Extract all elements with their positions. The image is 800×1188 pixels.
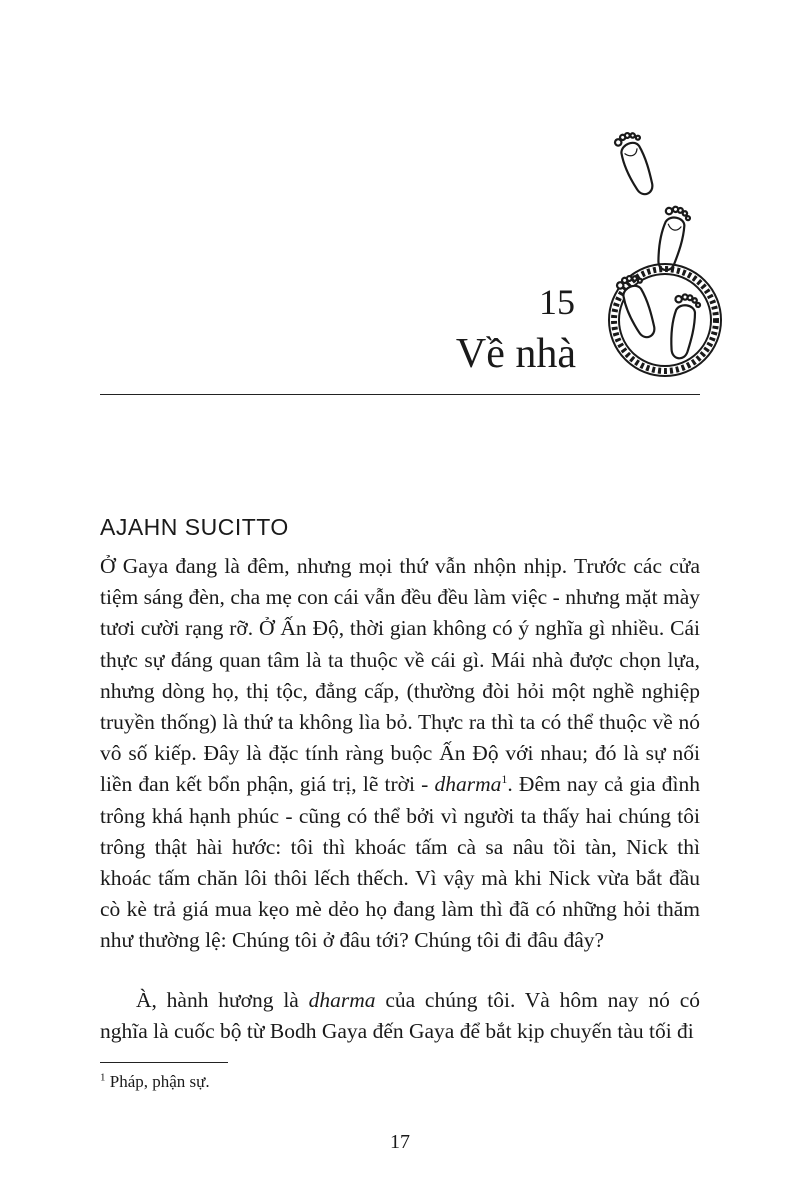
footprints-in-circle-icon [609, 264, 721, 376]
footnote-reference: 1 [501, 772, 508, 787]
paragraph-1 [100, 551, 700, 957]
author-name: AJAHN SUCITTO [100, 514, 289, 540]
chapter-title: Về nhà [455, 331, 576, 377]
paragraph-2-text-b: của chúng tôi. Và hôm nay nó có nghĩa là cuốc bộ từ Bodh Gaya đến Gaya để bắt kịp chuyến tàu tối đi [100, 988, 700, 1044]
page-number: 17 [390, 1131, 410, 1153]
dharma-term: dharma [434, 772, 502, 797]
footnote-mark: 1 [100, 1071, 106, 1084]
paragraph-1-text-a: Ở Gaya đang là đêm, nhưng mọi thứ vẫn nhộn nhịp. Trước các cửa tiệm sáng đèn, cha mẹ con cái vẫn đều đều làm việc - nhưng mặt mày tươi cười rạng rỡ. Ở Ấn Độ, thời gian không có ý nghĩa gì nhiều. Cái thực sự đáng quan tâm là ta thuộc về cái gì. Mái nhà được chọn lựa, nhưng dòng họ, thị tộc, đẳng cấp, (thường đòi hỏi một nghề nghiệp truyền thống) là thứ ta không lìa bỏ. Thực ra thì ta có thể thuộc về nó vô số kiếp. Đây là đặc tính ràng buộc Ấn Độ với nhau; đó là sự nối liền đan kết bổn phận, giá trị, lẽ trời - [100, 554, 700, 797]
dharma-term-2: dharma [308, 988, 376, 1012]
paragraph-2 [100, 985, 700, 1047]
footnote-text: Pháp, phận sự. [105, 1072, 210, 1091]
header-divider [100, 394, 700, 395]
chapter-number: 15 [539, 282, 575, 322]
footnote [100, 1070, 210, 1094]
footnote-divider [100, 1062, 228, 1063]
footprints-icon [600, 125, 735, 380]
paragraph-2-text-a: À, hành hương là [136, 988, 309, 1012]
paragraph-1-text-b: . Đêm nay cả gia đình trông khá hạnh phúc - cũng có thể bởi vì người ta thấy hai chúng tôi trông thật hài hước: tôi thì khoác tấm cà sa nâu tồi tàn, Nick thì khoác tấm chăn lôi thôi lếch thếch. Vì vậy mà khi Nick vừa bắt đầu cò kè trả giá mua kẹo mè dẻo họ đang làm thì đã có những hỏi thăm như thường lệ: Chúng tôi ở đâu tới? Chúng tôi đi đâu đây? [100, 772, 700, 953]
